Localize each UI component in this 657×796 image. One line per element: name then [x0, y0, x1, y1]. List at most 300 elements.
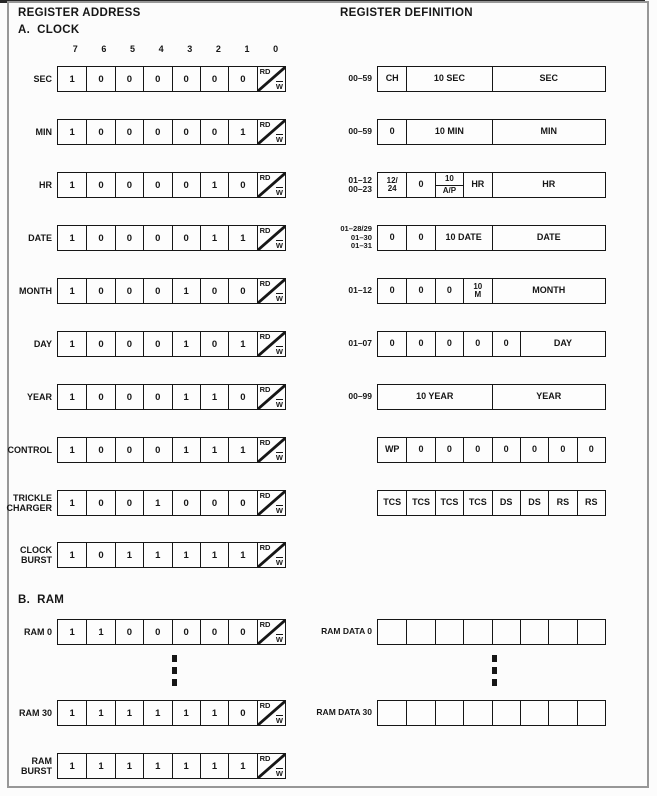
definition-fieldbox	[377, 700, 606, 726]
rd-label: RD	[259, 754, 271, 763]
register-bitbox	[57, 753, 286, 779]
bit-value-cell: 0	[115, 332, 143, 356]
field-cell-line: MONTH	[532, 285, 566, 296]
field-cell-line: 0	[446, 285, 452, 296]
field-cell-line: HR	[471, 179, 485, 190]
field-cell	[406, 67, 491, 91]
register-label	[0, 445, 57, 455]
bit-value-cell: 0	[86, 120, 114, 144]
field-cell	[378, 385, 492, 409]
field-cell-line: DS	[499, 497, 513, 508]
bit-value-cell: 0	[86, 279, 114, 303]
field-cell	[520, 491, 548, 515]
field-cell-line: RS	[556, 497, 570, 508]
bit-value-cell: 1	[172, 701, 200, 725]
field-cell	[378, 332, 406, 356]
register-label	[0, 392, 57, 402]
ellipsis-dash	[172, 655, 177, 662]
field-cell-line: 0	[560, 444, 566, 455]
field-cell	[463, 173, 491, 197]
field-cell	[463, 491, 491, 515]
bit-value-cell: 1	[200, 385, 228, 409]
field-cell	[435, 226, 492, 250]
field-cell	[548, 438, 576, 462]
field-cell	[492, 385, 606, 409]
field-cell	[406, 226, 434, 250]
field-cell-line: 0	[418, 232, 424, 243]
field-cell-line: TCS	[440, 497, 459, 508]
range-label-line: 00–99	[348, 391, 372, 402]
definition-fieldbox	[377, 225, 606, 251]
bit-value-cell: 0	[228, 279, 256, 303]
read-write-cell	[257, 67, 285, 91]
register-address-row	[0, 172, 286, 198]
field-cell	[378, 67, 406, 91]
read-write-cell	[257, 620, 285, 644]
bit-value-cell: 1	[69, 126, 75, 138]
field-cell-line: RS	[585, 497, 598, 508]
bit-value-cell: 1	[172, 332, 200, 356]
definition-fieldbox	[377, 119, 606, 145]
read-write-cell	[257, 491, 285, 515]
register-label-line: BURST	[21, 555, 52, 565]
field-cell	[548, 491, 576, 515]
bit-value-cell: 0	[86, 226, 114, 250]
ellipsis-dots-left	[172, 655, 177, 691]
register-label-line: CONTROL	[7, 445, 52, 455]
write-bar-label: W	[275, 634, 283, 644]
register-bitbox	[57, 437, 286, 463]
field-cell-line: 0	[475, 444, 481, 455]
register-address-row	[0, 119, 286, 145]
read-write-cell	[257, 120, 285, 144]
bit-value-cell: 1	[69, 179, 75, 191]
register-definition-row	[300, 278, 606, 304]
field-cell	[463, 332, 491, 356]
bit-value-cell: 0	[86, 173, 114, 197]
bit-value-cell: 0	[172, 67, 200, 91]
bit-number-label: 3	[187, 44, 193, 54]
ellipsis-dash	[172, 679, 177, 686]
field-cell-line: SEC	[539, 73, 558, 84]
register-definition-row	[300, 437, 606, 463]
bit-value-cell: 1	[69, 338, 75, 350]
field-cell	[378, 279, 406, 303]
field-cell	[492, 67, 606, 91]
field-cell-line: YEAR	[536, 391, 562, 402]
register-address-row	[0, 753, 286, 779]
field-cell-line: MIN	[540, 126, 557, 137]
bit-value-cell: 0	[86, 67, 114, 91]
range-label-line: RAM DATA 0	[321, 626, 372, 637]
field-cell	[577, 438, 605, 462]
register-definition-row	[300, 331, 606, 357]
field-cell-line: TCS	[383, 497, 402, 508]
field-cell	[435, 491, 463, 515]
definition-fieldbox	[377, 619, 606, 645]
register-label	[0, 545, 57, 565]
register-definition-row	[300, 619, 606, 645]
definition-range-label	[300, 74, 377, 84]
field-cell	[492, 173, 606, 197]
field-cell	[378, 226, 406, 250]
bit-value-cell: 0	[86, 438, 114, 462]
bit-value-cell: 1	[69, 232, 75, 244]
read-write-cell	[257, 754, 285, 778]
bit-value-cell: 1	[200, 173, 228, 197]
bit-value-cell: 0	[200, 67, 228, 91]
bit-value-cell: 0	[115, 620, 143, 644]
register-bitbox	[57, 331, 286, 357]
register-label-line: TRICKLE	[13, 493, 52, 503]
field-cell-line: DAY	[553, 338, 573, 349]
bit-value-cell: 1	[69, 73, 75, 85]
register-address-row	[0, 700, 286, 726]
write-bar-label: W	[275, 293, 283, 303]
field-cell-line: 0	[588, 444, 594, 455]
rd-label: RD	[259, 173, 271, 182]
register-address-row	[0, 437, 286, 463]
read-write-cell	[257, 543, 285, 567]
register-bitbox	[57, 278, 286, 304]
bit-value-cell: 0	[143, 385, 171, 409]
section-a-heading: A. CLOCK	[18, 24, 80, 36]
field-cell	[463, 620, 491, 644]
bit-value-cell: 0	[115, 226, 143, 250]
rd-label: RD	[259, 67, 271, 76]
definition-fieldbox	[377, 384, 606, 410]
write-bar-label: W	[275, 346, 283, 356]
register-definition-row	[300, 384, 606, 410]
bit-value-cell: 1	[228, 754, 256, 778]
bit-value-cell: 0	[172, 226, 200, 250]
register-bitbox	[57, 66, 286, 92]
write-bar-label: W	[275, 715, 283, 725]
ellipsis-dots-right	[492, 655, 497, 691]
bit-value-cell: 0	[143, 332, 171, 356]
bit-value-cell: 1	[200, 438, 228, 462]
field-cell-line: 10	[473, 281, 483, 291]
field-cell	[492, 620, 520, 644]
register-label-line: YEAR	[26, 392, 52, 402]
field-cell	[492, 332, 520, 356]
field-cell	[548, 701, 576, 725]
field-cell	[378, 438, 406, 462]
bit-value-cell: 0	[200, 491, 228, 515]
field-cell	[406, 279, 434, 303]
bit-number-label: 2	[215, 44, 221, 54]
bit-number-header	[61, 44, 290, 54]
rd-label: RD	[259, 279, 271, 288]
read-write-cell	[257, 701, 285, 725]
bit-value-cell: 0	[228, 173, 256, 197]
bit-value-cell: 1	[228, 438, 256, 462]
field-cell	[435, 438, 463, 462]
register-definition-row	[300, 490, 606, 516]
bit-value-cell: 1	[200, 701, 228, 725]
bit-value-cell: 0	[143, 226, 171, 250]
range-label-line: 01–07	[348, 338, 372, 349]
register-bitbox	[57, 119, 286, 145]
field-cell	[463, 438, 491, 462]
bit-value-cell: 0	[115, 491, 143, 515]
bit-value-cell: 0	[143, 120, 171, 144]
register-label-line: CHARGER	[6, 503, 52, 513]
range-label-line: 01–30	[350, 232, 372, 242]
bit-value-cell: 1	[143, 491, 171, 515]
register-bitbox	[57, 542, 286, 568]
definition-range-label	[300, 176, 377, 195]
definition-range-label	[300, 392, 377, 402]
field-cell	[406, 701, 434, 725]
register-label-line: SEC	[33, 74, 52, 84]
register-label-line: MIN	[35, 127, 52, 137]
bit-value-cell: 0	[172, 120, 200, 144]
field-cell-line: 0	[503, 444, 509, 455]
bit-value-cell: 0	[115, 173, 143, 197]
definition-fieldbox	[377, 172, 606, 198]
range-label-line: 00–23	[348, 184, 372, 194]
bit-value-cell: 1	[228, 120, 256, 144]
bit-value-cell: 1	[69, 626, 75, 638]
field-cell	[492, 438, 520, 462]
register-address-row	[0, 490, 286, 516]
field-cell	[577, 620, 605, 644]
register-label	[0, 627, 57, 637]
field-cell	[520, 701, 548, 725]
definition-range-label	[300, 708, 377, 718]
field-cell-line: 10 MIN	[434, 126, 464, 137]
bit-value-cell: 1	[115, 543, 143, 567]
read-write-cell	[257, 385, 285, 409]
bit-number-label: 4	[158, 44, 164, 54]
rd-label: RD	[259, 385, 271, 394]
field-cell	[406, 120, 491, 144]
field-cell	[520, 620, 548, 644]
bit-value-cell: 1	[69, 549, 75, 561]
write-bar-label: W	[275, 187, 283, 197]
bit-value-cell: 0	[115, 385, 143, 409]
bit-value-cell: 0	[115, 67, 143, 91]
write-bar-label: W	[275, 505, 283, 515]
definition-range-label	[300, 627, 377, 637]
field-cell-line: 10 DATE	[445, 232, 482, 243]
field-cell-line: 0	[389, 285, 395, 296]
bit-value-cell: 1	[143, 701, 171, 725]
field-cell	[435, 701, 463, 725]
bit-value-cell: 0	[86, 332, 114, 356]
field-cell	[520, 438, 548, 462]
field-cell	[435, 173, 463, 197]
field-cell	[577, 491, 605, 515]
definition-fieldbox	[377, 66, 606, 92]
bit-number-label: 5	[130, 44, 136, 54]
bit-value-cell: 1	[200, 226, 228, 250]
read-write-cell	[257, 226, 285, 250]
bit-value-cell: 0	[228, 620, 256, 644]
ellipsis-dash	[492, 655, 497, 662]
register-definition-row	[300, 172, 606, 198]
register-address-row	[0, 66, 286, 92]
field-cell-line: 0	[475, 338, 481, 349]
rd-label: RD	[259, 438, 271, 447]
write-bar-label: W	[275, 134, 283, 144]
field-cell-line: DATE	[536, 232, 561, 243]
definition-range-label	[300, 286, 377, 296]
field-cell	[463, 279, 491, 303]
bit-value-cell: 1	[172, 385, 200, 409]
right-column-title: REGISTER DEFINITION	[340, 7, 473, 19]
field-cell	[406, 620, 434, 644]
definition-fieldbox	[377, 437, 606, 463]
register-label-line: RAM 30	[18, 708, 52, 718]
read-write-cell	[257, 173, 285, 197]
write-bar-label: W	[275, 768, 283, 778]
section-b-heading: B. RAM	[18, 594, 65, 606]
bit-value-cell: 1	[172, 438, 200, 462]
field-cell	[492, 226, 606, 250]
field-cell	[577, 701, 605, 725]
rd-label: RD	[259, 332, 271, 341]
field-cell-line: 0	[418, 285, 424, 296]
field-cell-line: TCS	[412, 497, 431, 508]
definition-fieldbox	[377, 331, 606, 357]
register-definition-row	[300, 119, 606, 145]
field-cell-line: 24	[387, 184, 397, 193]
register-definition-row	[300, 225, 606, 251]
field-cell	[492, 120, 606, 144]
register-label-line: RAM 0	[23, 627, 52, 637]
bit-value-cell: 0	[143, 173, 171, 197]
bit-value-cell: 1	[69, 285, 75, 297]
bit-value-cell: 0	[143, 620, 171, 644]
field-cell-line: CH	[385, 73, 399, 84]
write-bar-label: W	[275, 399, 283, 409]
bit-value-cell: 1	[228, 332, 256, 356]
field-cell-line: 10 YEAR	[416, 391, 454, 402]
register-label	[0, 493, 57, 513]
register-label-line: DATE	[28, 233, 52, 243]
field-cell-line: 0	[418, 338, 424, 349]
field-cell	[463, 701, 491, 725]
bit-value-cell: 0	[86, 385, 114, 409]
rd-label: RD	[259, 491, 271, 500]
field-cell-line: WP	[384, 444, 400, 455]
rd-label: RD	[259, 701, 271, 710]
bit-value-cell: 0	[200, 620, 228, 644]
bit-value-cell: 1	[172, 543, 200, 567]
field-cell	[406, 491, 434, 515]
register-bitbox	[57, 172, 286, 198]
field-cell-line: 0	[446, 444, 452, 455]
register-bitbox	[57, 619, 286, 645]
field-cell	[492, 701, 520, 725]
field-cell-line: DS	[528, 497, 541, 508]
register-bitbox	[57, 700, 286, 726]
register-label	[0, 180, 57, 190]
register-label-line: DAY	[33, 339, 52, 349]
field-cell	[378, 620, 406, 644]
field-cell-line: 0	[389, 126, 395, 137]
definition-fieldbox	[377, 490, 606, 516]
bit-value-cell: 0	[172, 491, 200, 515]
field-cell-line: 12/	[386, 175, 398, 185]
bit-value-cell: 0	[228, 491, 256, 515]
field-cell-line: 0	[503, 338, 509, 349]
bit-value-cell: 1	[172, 754, 200, 778]
register-label	[0, 339, 57, 349]
bit-value-cell: 0	[200, 332, 228, 356]
field-cell	[378, 701, 406, 725]
register-definition-row	[300, 700, 606, 726]
register-bitbox	[57, 490, 286, 516]
definition-range-label	[300, 339, 377, 349]
register-address-row	[0, 619, 286, 645]
field-cell	[378, 173, 406, 197]
bit-value-cell: 1	[200, 543, 228, 567]
field-cell-line: 0	[389, 232, 395, 243]
write-bar-label: W	[275, 81, 283, 91]
field-cell-line: 0	[532, 444, 538, 455]
register-label-line: RAM	[31, 756, 52, 766]
register-bitbox	[57, 225, 286, 251]
left-column-title: REGISTER ADDRESS	[18, 7, 141, 19]
field-cell-line: 10	[436, 173, 463, 186]
bit-value-cell: 1	[86, 754, 114, 778]
bit-value-cell: 1	[86, 620, 114, 644]
range-label-line: 01–28/29	[340, 224, 372, 234]
register-label	[0, 127, 57, 137]
bit-value-cell: 0	[228, 385, 256, 409]
field-cell	[406, 438, 434, 462]
bit-value-cell: 1	[172, 279, 200, 303]
register-address-row	[0, 331, 286, 357]
field-cell	[406, 332, 434, 356]
write-bar-label: W	[275, 240, 283, 250]
bit-value-cell: 1	[228, 543, 256, 567]
bit-value-cell: 1	[143, 543, 171, 567]
bit-value-cell: 0	[228, 67, 256, 91]
register-label	[0, 74, 57, 84]
bit-value-cell: 0	[228, 701, 256, 725]
read-write-cell	[257, 332, 285, 356]
bit-value-cell: 1	[86, 701, 114, 725]
range-label-line: 01–12	[348, 174, 372, 185]
bit-value-cell: 1	[69, 760, 75, 772]
rd-label: RD	[259, 620, 271, 629]
field-cell-line: 0	[418, 179, 424, 190]
bit-value-cell: 0	[115, 279, 143, 303]
definition-range-label	[300, 225, 377, 251]
field-cell-line: TCS	[468, 497, 487, 508]
register-address-row	[0, 278, 286, 304]
bit-value-cell: 1	[69, 444, 75, 456]
rd-label: RD	[259, 543, 271, 552]
register-address-row	[0, 225, 286, 251]
field-cell	[406, 173, 434, 197]
bit-value-cell: 1	[143, 754, 171, 778]
register-label-line: MONTH	[19, 286, 52, 296]
definition-range-label	[300, 127, 377, 137]
bit-number-label: 6	[101, 44, 107, 54]
bit-value-cell: 0	[200, 120, 228, 144]
bit-value-cell: 0	[143, 279, 171, 303]
field-cell	[435, 620, 463, 644]
field-cell-line: HR	[542, 179, 556, 190]
register-address-row	[0, 384, 286, 410]
field-cell	[520, 332, 605, 356]
bit-value-cell: 1	[69, 707, 75, 719]
